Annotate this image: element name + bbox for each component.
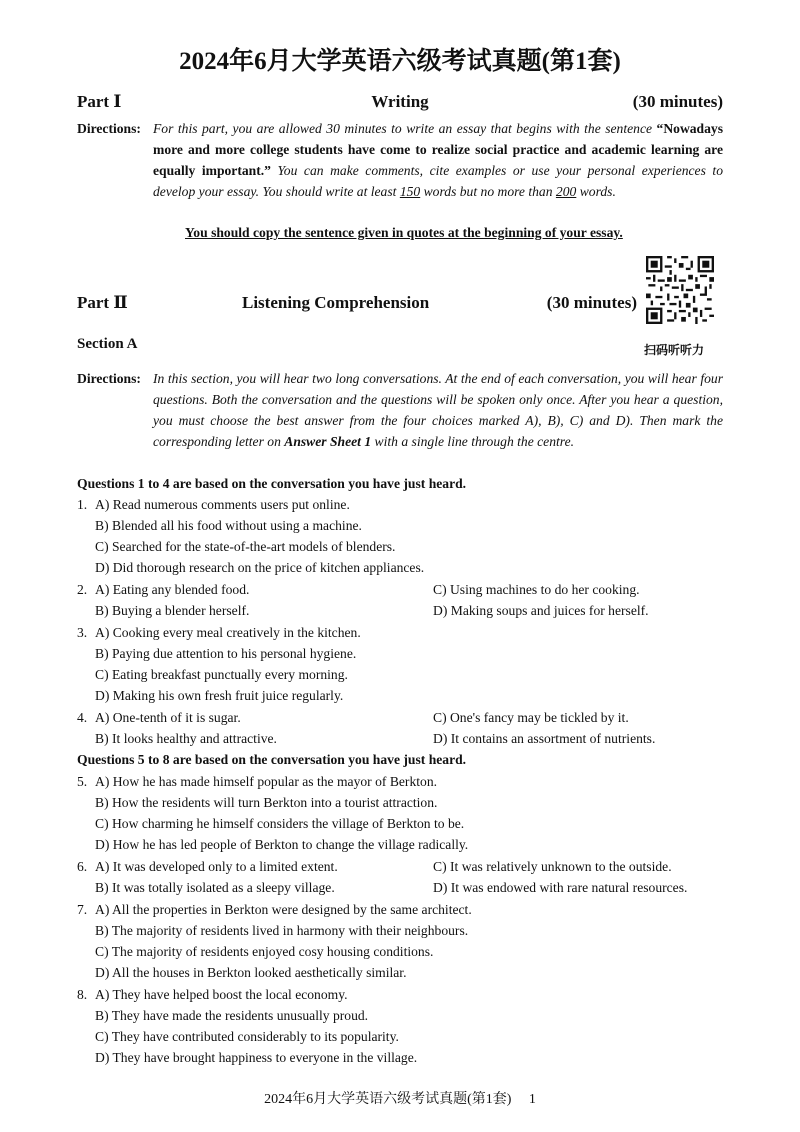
section-a-heading: Section A [77,336,138,352]
option-d: D) All the houses in Berkton looked aesthetically similar. [95,965,407,980]
option-a: A) One-tenth of it is sugar. [95,710,241,725]
question-1-c [77,536,737,557]
option-d: D) They have brought happiness to everyone in the village. [95,1050,418,1065]
question-8-b [77,1005,737,1026]
option-d: D) Making his own fresh fruit juice regularly. [95,688,344,703]
option-b: B) Paying due attention to his personal hygiene. [95,646,357,661]
part2-dir-end: with a single line through the centre. [371,434,575,449]
option-b: B) How the residents will turn Berkton into a tourist attraction. [95,795,438,810]
question-number: 8. [77,987,88,1002]
question-1 [77,494,737,515]
part2-directions [153,368,723,452]
option-c: C) Searched for the state-of-the-art models of blenders. [95,539,396,554]
option-b: B) It looks healthy and attractive. [95,731,277,746]
option-a: A) Cooking every meal creatively in the kitchen. [95,625,361,640]
question-6-row2 [77,877,737,898]
option-b: B) They have made the residents unusually proud. [95,1008,369,1023]
option-c: C) How charming he himself considers the village of Berkton to be. [95,816,465,831]
part1-max-words: 200 [555,184,577,199]
question-6 [77,856,737,877]
option-a: A) How he has made himself popular as the mayor of Berkton. [95,774,438,789]
question-4-row2 [77,728,737,749]
question-8-c [77,1026,737,1047]
footer-title: 2024年6月大学英语六级考试真题(第1套) [264,1092,512,1107]
page-number: 1 [528,1092,536,1107]
part1-label: Part Ⅰ [77,92,122,111]
part2-dir-text: In this section, you will hear two long conversations. At the end of each conversation, you will hear four questions. Both the conversation and the questions will be spoken only once. After you hear a question, you must choose the best answer from the four choices marked A), B), C) and D). Then mark the corresponding letter on [153,371,723,449]
part2-name: Listening Comprehension [242,293,430,312]
page-footer [0,1089,800,1110]
part1-dir-between: words but no more than [420,184,556,199]
option-c: C) Eating breakfast punctually every morning. [95,667,348,682]
part1-dir-middle: You can make comments, cite examples or use your personal experiences to develop your essay. You should write at least [153,163,723,199]
question-1-d [77,557,737,578]
question-8 [77,984,737,1005]
option-a: A) Read numerous comments users put online. [95,497,350,512]
option-c: C) The majority of residents enjoyed cosy housing conditions. [95,944,434,959]
option-c: C) It was relatively unknown to the outside. [433,859,672,874]
question-3-d [77,685,737,706]
question-5-c [77,813,737,834]
option-a: A) It was developed only to a limited extent. [95,859,338,874]
option-d: D) How he has led people of Berkton to change the village radically. [95,837,469,852]
part1-name: Writing [371,92,429,111]
part1-directions [153,118,723,202]
part2-header [77,292,723,318]
option-d: D) It contains an assortment of nutrients. [433,731,656,746]
question-2-row2 [77,600,737,621]
option-a: A) They have helped boost the local economy. [95,987,348,1002]
question-number: 7. [77,902,88,917]
question-7 [77,899,737,920]
question-number: 1. [77,497,88,512]
group-heading: Questions 5 to 8 are based on the conversation you have just heard. [77,752,467,767]
option-b: B) Blended all his food without using a machine. [95,518,362,533]
option-c: C) They have contributed considerably to its popularity. [95,1029,399,1044]
qr-code-icon[interactable] [646,256,714,324]
question-number: 3. [77,625,88,640]
question-7-d [77,962,737,983]
question-number: 5. [77,774,88,789]
part1-dir-end: words. [576,184,616,199]
option-a: A) Eating any blended food. [95,582,250,597]
part1-dir-intro: For this part, you are allowed 30 minutes to write an essay that begins with the sentence [153,121,653,136]
question-number: 2. [77,582,88,597]
question-5-d [77,834,737,855]
part1-time: (30 minutes) [632,92,723,111]
page-title: 2024年6月大学英语六级考试真题(第1套) [179,48,621,75]
question-2 [77,579,737,600]
option-b: B) Buying a blender herself. [95,603,250,618]
option-b: B) The majority of residents lived in harmony with their neighbours. [95,923,469,938]
part1-min-words: 150 [399,184,421,199]
option-b: B) It was totally isolated as a sleepy village. [95,880,335,895]
question-3-b [77,643,737,664]
question-number: 4. [77,710,88,725]
question-5 [77,771,737,792]
question-3 [77,622,737,643]
option-c: C) Using machines to do her cooking. [433,582,640,597]
answer-sheet-ref: Answer Sheet 1 [284,434,372,449]
question-1-b [77,515,737,536]
part2-directions-label: Directions: [77,371,141,386]
group-heading: Questions 1 to 4 are based on the conversation you have just heard. [77,476,467,491]
option-d: D) Making soups and juices for herself. [433,603,649,618]
part1-header [77,91,723,117]
part1-directions-label: Directions: [77,121,141,136]
question-7-b [77,920,737,941]
question-4 [77,707,737,728]
question-number: 6. [77,859,88,874]
part2-time: (30 minutes) [546,293,637,312]
question-3-c [77,664,737,685]
part2-label: Part Ⅱ [77,293,128,312]
question-8-d [77,1047,737,1068]
option-d: D) It was endowed with rare natural resources. [433,880,688,895]
qr-caption: 扫码听听力 [644,343,705,357]
part1-dir-quote: “Nowadays more and more college students have come to realize social practice and academic learning are equally important.” [153,121,723,178]
option-c: C) One's fancy may be tickled by it. [433,710,629,725]
question-5-b [77,792,737,813]
option-a: A) All the properties in Berkton were designed by the same architect. [95,902,472,917]
option-d: D) Did thorough research on the price of kitchen appliances. [95,560,425,575]
question-7-c [77,941,737,962]
copy-instruction: You should copy the sentence given in quotes at the beginning of your essay. [185,225,623,240]
